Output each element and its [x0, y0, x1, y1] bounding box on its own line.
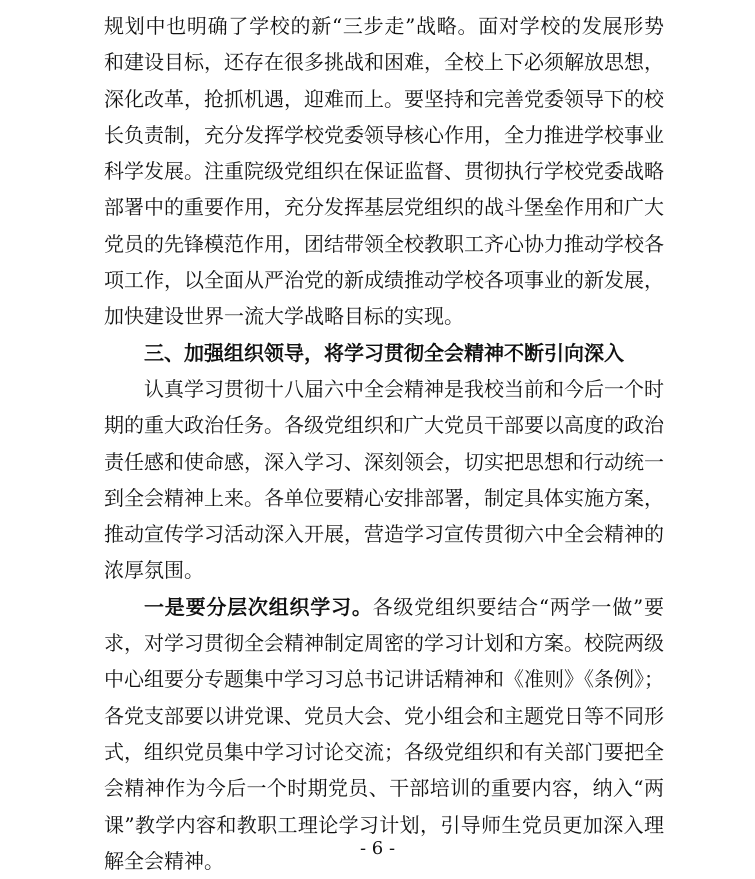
section-heading: 三、加强组织领导，将学习贯彻全会精神不断引向深入: [144, 340, 624, 365]
point-1-lead: 一是要分层次组织学习。: [144, 594, 373, 619]
paragraph-intro: 认真学习贯彻十八届六中全会精神是我校当前和今后一个时期的重大政治任务。各级党组织和广大党员干部要以高度的政治责任感和使命感，深入学习、深刻领会，切实把思想和行动统一到全会精神上来。各单位要精心安排部署，制定具体实施方案，推动宣传学习活动深入开展，营造学习宣传贯彻六中全会精神的浓厚氛围。: [104, 376, 664, 583]
paragraph-continuation: 规划中也明确了学校的新“三步走”战略。面对学校的发展形势和建设目标，还存在很多挑战和困难，全校上下必须解放思想，深化改革，抢抓机遇，迎难而上。要坚持和完善党委领导下的校长负责制，充分发挥学校党委领导核心作用，全力推进学校事业科学发展。注重院级党组织在保证监督、贯彻执行学校党委战略部署中的重要作用，充分发挥基层党组织的战斗堡垒作用和广大党员的先锋模范作用，团结带领全校教职工齐心协力推动学校各项工作，以全面从严治党的新成绩推动学校各项事业的新发展，加快建设世界一流大学战略目标的实现。: [104, 14, 664, 329]
paragraph-point-1: [104, 589, 664, 879]
document-body: [104, 8, 664, 879]
page-number: - 6 -: [359, 838, 396, 859]
point-1-body: 各级党组织要结合“两学一做”要求，对学习贯彻全会精神制定周密的学习计划和方案。校院两级中心组要分专题集中学习习总书记讲话精神和《准则》《条例》；各党支部要以讲党课、党员大会、党小组会和主题党日等不同形式，组织党员集中学习讨论交流；各级党组织和有关部门要把全会精神作为今后一个时期党员、干部培训的重要内容，纳入“两课”教学内容和教职工理论学习计划，引导师生党员更加深入理解全会精神。: [104, 594, 665, 873]
